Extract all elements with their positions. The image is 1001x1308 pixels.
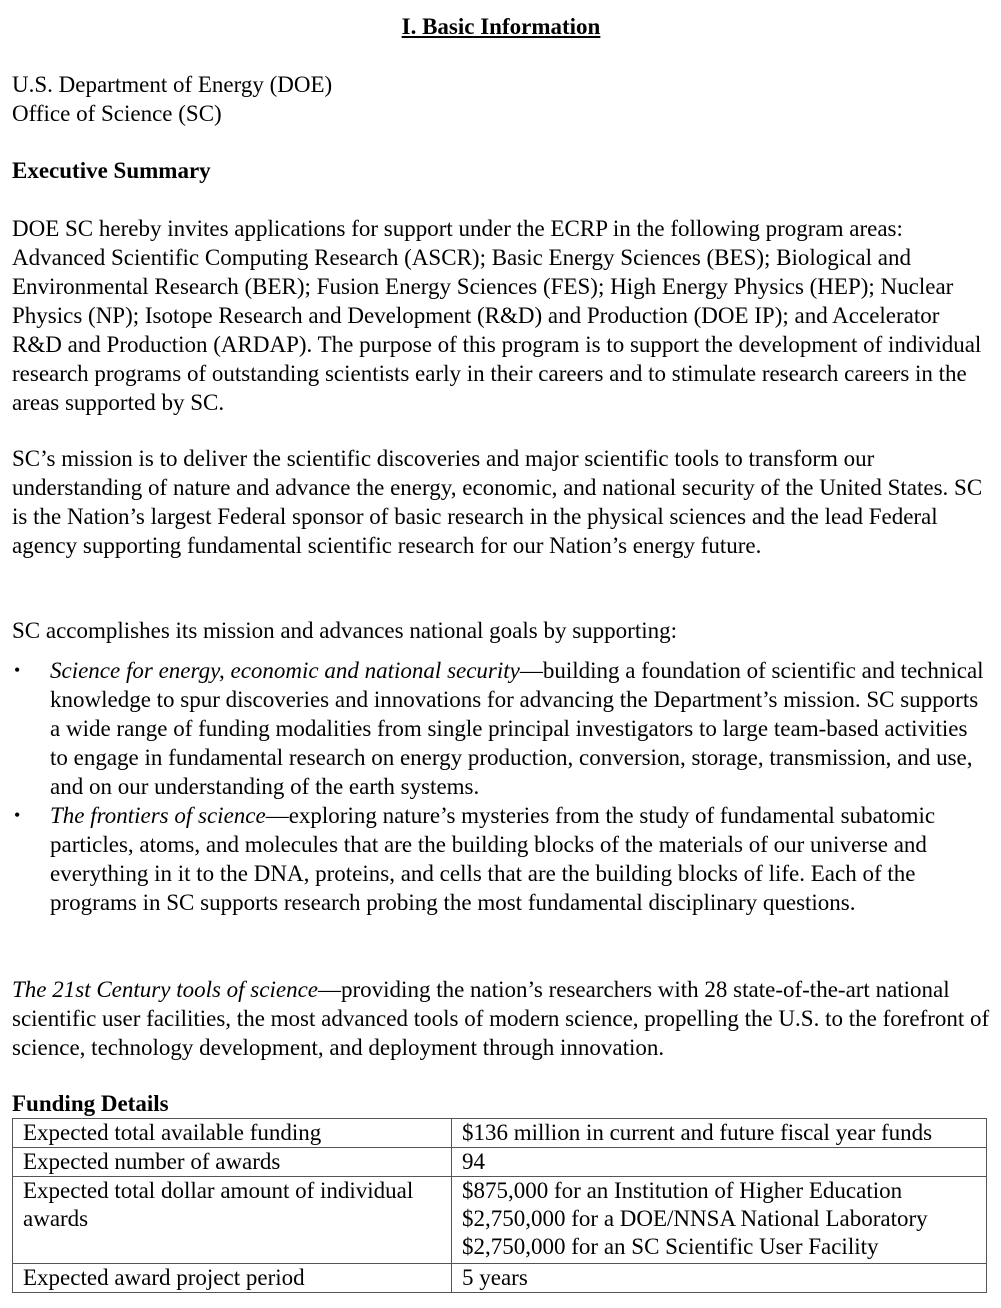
agency-department: U.S. Department of Energy (DOE) xyxy=(12,72,333,97)
funding-details-table xyxy=(12,1118,987,1293)
list-item-italic-lead: The frontiers of science xyxy=(50,803,266,828)
row-value xyxy=(452,1177,987,1264)
row-label: Expected number of awards xyxy=(13,1148,452,1177)
award-amount-facility: $2,750,000 for an SC Scientific User Facility xyxy=(462,1234,879,1259)
paragraph-text: —providing the nation’s researchers with 28 state-of-the-art national scientific user facilities, the most advanced tools of modern science, propelling the U.S. to the forefront of science, technology development, and deployment through innovation. xyxy=(12,977,990,1060)
row-label: Expected award project period xyxy=(13,1264,452,1293)
paragraph-italic-lead: The 21st Century tools of science xyxy=(12,977,318,1002)
summary-paragraph-1: DOE SC hereby invites applications for support under the ECRP in the following program areas: Advanced Scientific Computing Research (ASCR); Basic Energy Sciences (BES); Biological and Environmental Research (BER); Fusion Energy Sciences (FES); High Energy Physics (HEP); Nuclear Physics (NP); Isotope Research and Development (R&D) and Production (DOE IP); and Accelerator R&D and Production (ARDAP). The purpose of this program is to support the development of individual research programs of outstanding scientists early in their careers and to stimulate research careers in the areas supported by SC. xyxy=(12,216,982,415)
list-item-text: —building a foundation of scientific and technical knowledge to spur discoveries and innovations for advancing the Department’s mission. SC supports a wide range of funding modalities from single principal investigators to large team-based activities to engage in fundamental research on energy production, conversion, storage, transmission, and use, and on our understanding of the earth systems. xyxy=(50,658,984,799)
row-label: Expected total available funding xyxy=(13,1119,452,1148)
summary-paragraph-2: SC’s mission is to deliver the scientific discoveries and major scientific tools to transform our understanding of nature and advance the energy, economic, and national security of the United States. SC is the Nation’s largest Federal sponsor of basic research in the physical sciences and the lead Federal agency supporting fundamental scientific research for our Nation’s energy future. xyxy=(12,446,983,558)
summary-paragraph-3: SC accomplishes its mission and advances national goals by supporting: xyxy=(12,618,678,643)
agency-block xyxy=(12,70,990,128)
row-value: $136 million in current and future fiscal year funds xyxy=(452,1119,987,1148)
funding-details-heading: Funding Details xyxy=(12,1091,169,1116)
list-item xyxy=(12,656,990,801)
list-item xyxy=(12,801,990,917)
agency-office: Office of Science (SC) xyxy=(12,101,222,126)
list-item-italic-lead: Science for energy, economic and national security xyxy=(50,658,520,683)
list-item-text: —exploring nature’s mysteries from the study of fundamental subatomic particles, atoms, and molecules that are the building blocks of the materials of our universe and everything in it to the DNA, proteins, and cells that are the building blocks of life. Each of the programs in SC supports research probing the most fundamental disciplinary questions. xyxy=(50,803,936,915)
row-value: 5 years xyxy=(452,1264,987,1293)
row-value: 94 xyxy=(452,1148,987,1177)
executive-summary-heading: Executive Summary xyxy=(12,158,211,183)
table-row xyxy=(13,1177,987,1264)
award-amount-ihe: $875,000 for an Institution of Higher Education xyxy=(462,1178,903,1203)
table-row xyxy=(13,1264,987,1293)
table-row xyxy=(13,1148,987,1177)
section-title: I. Basic Information xyxy=(401,14,601,39)
summary-paragraph-4 xyxy=(12,975,990,1062)
row-label: Expected total dollar amount of individual awards xyxy=(13,1177,452,1264)
table-row xyxy=(13,1119,987,1148)
supporting-list xyxy=(12,656,990,917)
bullet-icon: • xyxy=(14,660,21,680)
award-amount-lab: $2,750,000 for a DOE/NNSA National Laboratory xyxy=(462,1206,928,1231)
bullet-icon: • xyxy=(14,805,21,825)
